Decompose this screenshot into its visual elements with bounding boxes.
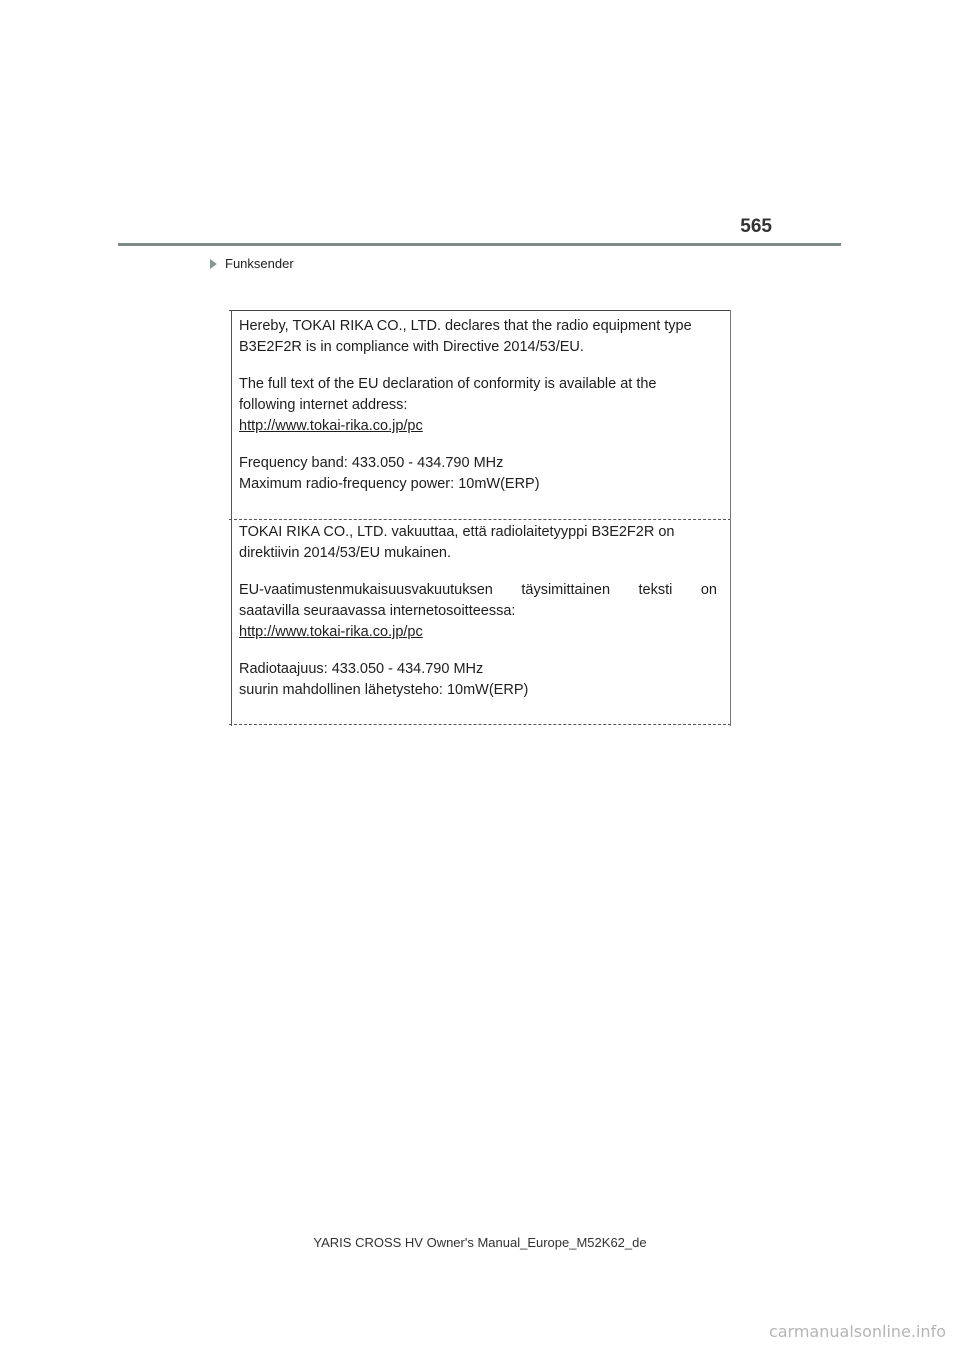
declaration-box <box>229 310 731 726</box>
en-line-1: Hereby, TOKAI RIKA CO., LTD. declares that the radio equipment type <box>239 318 692 334</box>
fi-max-power: suurin mahdollinen lähetysteho: 10mW(ERP) <box>239 682 529 698</box>
fi-declaration-link[interactable]: http://www.tokai-rika.co.jp/pc <box>239 624 423 640</box>
en-max-power: Maximum radio-frequency power: 10mW(ERP) <box>239 476 540 492</box>
en-line-2: B3E2F2R is in compliance with Directive 2014/53/EU. <box>239 339 584 355</box>
header-divider <box>118 243 841 246</box>
fi-line-2: direktiivin 2014/53/EU mukainen. <box>239 545 451 561</box>
en-declaration-link[interactable]: http://www.tokai-rika.co.jp/pc <box>239 418 423 434</box>
box-middle-divider <box>229 519 731 520</box>
page-number: 565 <box>740 216 772 237</box>
fi-line-3: EU-vaatimustenmukaisuusvakuutuksen täysimittainen teksti on <box>239 582 717 598</box>
box-right-border <box>730 310 731 726</box>
box-left-border <box>231 310 232 726</box>
triangle-bullet-icon <box>210 259 217 269</box>
box-top-border <box>229 310 731 311</box>
declaration-finnish <box>239 522 717 701</box>
box-bottom-border <box>229 724 731 725</box>
footer-manual-title: YARIS CROSS HV Owner's Manual_Europe_M52K62_de <box>313 1235 647 1250</box>
fi-frequency-band: Radiotaajuus: 433.050 - 434.790 MHz <box>239 661 484 677</box>
declaration-english <box>239 316 717 495</box>
en-line-3: The full text of the EU declaration of conformity is available at the <box>239 376 657 392</box>
fi-line-4: saatavilla seuraavassa internetosoitteessa: <box>239 603 516 619</box>
fi-line-1: TOKAI RIKA CO., LTD. vakuuttaa, että radiolaitetyyppi B3E2F2R on <box>239 524 675 540</box>
watermark: carmanualsonline.info <box>768 1322 946 1341</box>
section-label-text: Funksender <box>225 256 294 271</box>
en-line-4: following internet address: <box>239 397 408 413</box>
section-label <box>210 256 294 271</box>
en-frequency-band: Frequency band: 433.050 - 434.790 MHz <box>239 455 504 471</box>
